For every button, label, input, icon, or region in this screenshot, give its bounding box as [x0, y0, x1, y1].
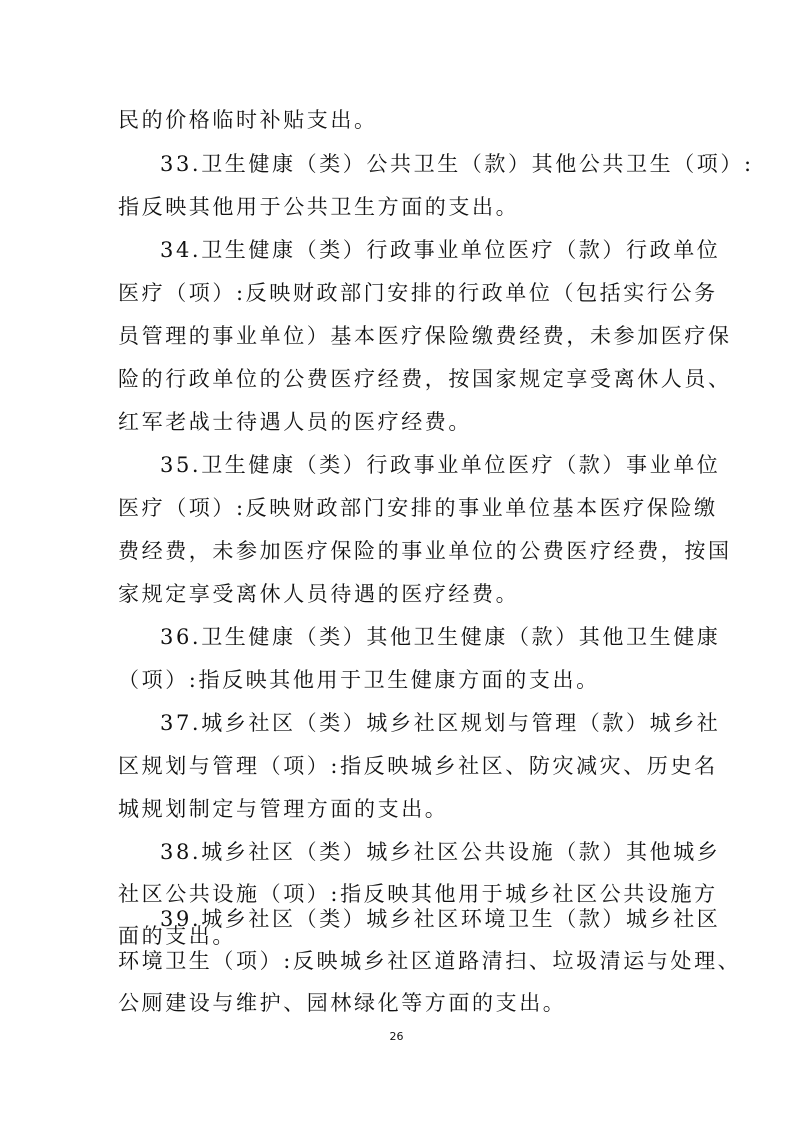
text-line: 城规划制定与管理方面的支出。: [118, 797, 449, 821]
text-line: 指反映其他用于公共卫生方面的支出。: [118, 195, 520, 219]
text-line: 35.卫生健康（类）行政事业单位医疗（款）事业单位: [160, 453, 721, 477]
text-line: 面的支出。: [118, 924, 236, 948]
text-line: 医疗（项）:反映财政部门安排的行政单位（包括实行公务: [118, 281, 718, 305]
text-line: 民的价格临时补贴支出。: [118, 108, 378, 132]
text-line: （项）:指反映其他用于卫生健康方面的支出。: [118, 668, 600, 692]
text-line: 38.城乡社区（类）城乡社区公共设施（款）其他城乡: [160, 840, 721, 864]
text-line: 险的行政单位的公费医疗经费，按国家规定享受离休人员、: [118, 367, 732, 391]
text-line: 37.城乡社区（类）城乡社区规划与管理（款）城乡社: [160, 711, 721, 735]
text-line: 公厕建设与维护、园林绿化等方面的支出。: [118, 991, 567, 1015]
text-line: 39.城乡社区（类）城乡社区环境卫生（款）城乡社区: [160, 907, 721, 931]
text-line: 红军老战士待遇人员的医疗经费。: [118, 410, 472, 434]
text-line: 医疗（项）:反映财政部门安排的事业单位基本医疗保险缴: [118, 496, 718, 520]
text-line: 社区公共设施（项）:指反映其他用于城乡社区公共设施方: [118, 882, 718, 906]
text-line: 费经费，未参加医疗保险的事业单位的公费医疗经费，按国: [118, 539, 732, 563]
text-line: 家规定享受离休人员待遇的医疗经费。: [118, 582, 520, 606]
text-line: 环境卫生（项）:反映城乡社区道路清扫、垃圾清运与处理、: [118, 949, 742, 973]
text-line: 34.卫生健康（类）行政事业单位医疗（款）行政单位: [160, 238, 721, 262]
text-line: 区规划与管理（项）:指反映城乡社区、防灾减灾、历史名: [118, 754, 718, 778]
text-line: 33.卫生健康（类）公共卫生（款）其他公共卫生（项）:: [160, 152, 754, 176]
text-line: 36.卫生健康（类）其他卫生健康（款）其他卫生健康: [160, 625, 721, 649]
page-number: 26: [389, 1030, 404, 1043]
text-line: 员管理的事业单位）基本医疗保险缴费经费，未参加医疗保: [118, 324, 732, 348]
